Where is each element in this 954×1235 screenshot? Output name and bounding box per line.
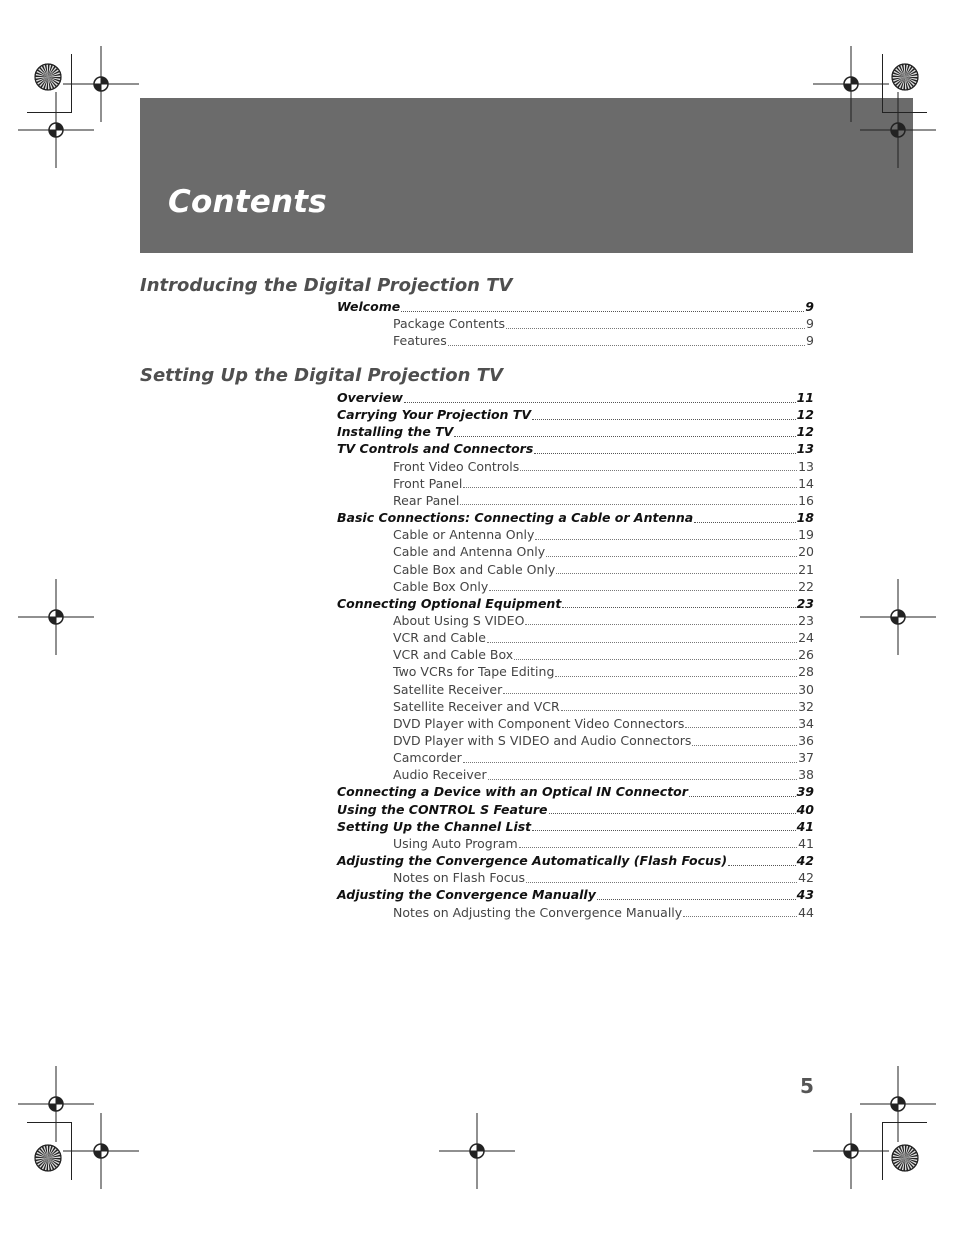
- toc-entry[interactable]: [393, 475, 814, 492]
- toc-entry-title: About Using S VIDEO: [393, 612, 525, 628]
- toc-dot-leader: [556, 562, 797, 574]
- toc-entry-page: 44: [798, 904, 814, 920]
- registration-crosshair-icon: [437, 1111, 517, 1191]
- toc-dot-leader: [683, 905, 797, 917]
- page-number: 5: [800, 1074, 814, 1098]
- toc-entry[interactable]: [393, 715, 814, 732]
- toc-entry-page: 13: [796, 441, 814, 457]
- toc-entry-title: Cable or Antenna Only: [393, 527, 535, 543]
- toc-entry-page: 38: [798, 767, 814, 783]
- toc-entry-title: Package Contents: [393, 316, 506, 332]
- section-heading-setting-up: Setting Up the Digital Projection TV: [140, 365, 503, 386]
- toc-entry-title: TV Controls and Connectors: [337, 441, 534, 457]
- registration-crosshair-icon: [61, 1111, 141, 1191]
- toc-entry-page: 12: [796, 424, 814, 440]
- toc-entry-title: Two VCRs for Tape Editing: [393, 664, 555, 680]
- toc-entry[interactable]: [337, 509, 814, 526]
- crop-mark-line: [882, 1122, 883, 1180]
- toc-dot-leader: [526, 871, 797, 883]
- toc-dot-leader: [463, 751, 797, 763]
- toc-entry-title: Connecting Optional Equipment: [337, 595, 562, 611]
- toc-entry-page: 16: [798, 492, 814, 508]
- toc-entry-title: VCR and Cable Box: [393, 647, 514, 663]
- toc-dot-leader: [404, 391, 796, 403]
- toc-dot-leader: [532, 819, 795, 831]
- toc-entry[interactable]: [393, 543, 814, 560]
- toc-entry-page: 18: [796, 510, 814, 526]
- toc-entry-title: Notes on Adjusting the Convergence Manually: [393, 904, 683, 920]
- toc-entry-title: Welcome: [337, 299, 401, 314]
- toc-dot-leader: [534, 442, 795, 454]
- toc-dot-leader: [463, 476, 797, 488]
- toc-entry-title: Adjusting the Convergence Automatically (Flash Focus): [337, 853, 728, 869]
- toc-dot-leader: [532, 408, 796, 420]
- toc-entry[interactable]: [337, 406, 814, 423]
- toc-entry-page: 22: [798, 578, 814, 594]
- toc-dot-leader: [562, 596, 795, 608]
- starburst-target-icon: [890, 1143, 920, 1173]
- toc-entry-title: Overview: [337, 390, 403, 405]
- toc-entry-title: Using the CONTROL S Feature: [337, 801, 548, 817]
- toc-entry[interactable]: [393, 732, 814, 749]
- toc-entry[interactable]: [393, 578, 814, 595]
- crop-mark-line: [882, 54, 883, 112]
- toc-entry[interactable]: [337, 852, 814, 869]
- toc-dot-leader: [728, 854, 796, 866]
- toc-entry-page: 21: [798, 561, 814, 577]
- crop-mark-line: [27, 112, 72, 113]
- toc-entry-page: 23: [796, 595, 814, 611]
- crop-mark-line: [71, 54, 72, 112]
- toc-dot-leader: [535, 528, 797, 540]
- toc-entry[interactable]: [393, 663, 814, 680]
- header-band: [140, 98, 913, 253]
- toc-dot-leader: [520, 459, 797, 471]
- toc-entry-page: 9: [806, 333, 814, 349]
- starburst-target-icon: [890, 62, 920, 92]
- toc-entry-title: Features: [393, 333, 447, 349]
- toc-dot-leader: [454, 425, 795, 437]
- toc-entry-title: Notes on Flash Focus: [393, 870, 526, 886]
- section-heading-introducing: Introducing the Digital Projection TV: [140, 275, 513, 296]
- toc-entry-title: DVD Player with Component Video Connectors: [393, 715, 685, 731]
- toc-entry-page: 36: [798, 733, 814, 748]
- toc-entry[interactable]: [393, 526, 814, 543]
- toc-dot-leader: [546, 545, 797, 557]
- toc-entry[interactable]: [337, 783, 814, 800]
- toc-dot-leader: [692, 734, 797, 746]
- toc-entry[interactable]: [393, 869, 814, 886]
- toc-entry[interactable]: [337, 389, 814, 406]
- toc-entry-title: Rear Panel: [393, 492, 460, 508]
- toc-entry[interactable]: [337, 423, 814, 440]
- toc-entry-page: 24: [798, 630, 814, 646]
- toc-entry-page: 9: [806, 316, 814, 332]
- toc-entry-title: Carrying Your Projection TV: [337, 407, 532, 423]
- toc-entry[interactable]: [337, 886, 814, 903]
- toc-dot-leader: [514, 648, 797, 660]
- toc-entry-title: Installing the TV: [337, 424, 454, 440]
- toc-entry[interactable]: [393, 835, 814, 852]
- toc-entry-page: 14: [798, 475, 814, 491]
- toc-entry[interactable]: [393, 315, 814, 332]
- toc-entry-title: Satellite Receiver and VCR: [393, 698, 560, 714]
- toc-entry[interactable]: [393, 458, 814, 475]
- registration-crosshair-icon: [858, 1064, 938, 1144]
- toc-entry[interactable]: [337, 801, 814, 818]
- toc-entry-page: 13: [798, 458, 814, 474]
- toc-entry-title: Connecting a Device with an Optical IN Connector: [337, 784, 688, 800]
- toc-entry[interactable]: [337, 298, 814, 315]
- toc-entry-page: 39: [796, 784, 814, 800]
- toc-dot-leader: [549, 802, 796, 814]
- toc-entry-page: 20: [798, 544, 814, 560]
- toc-entry-title: Using Auto Program: [393, 835, 518, 851]
- toc-entry-title: Front Video Controls: [393, 458, 520, 474]
- toc-entry-title: Adjusting the Convergence Manually: [337, 887, 596, 903]
- toc-entry-title: Front Panel: [393, 475, 463, 491]
- toc-dot-leader: [460, 493, 797, 505]
- toc-entry-title: DVD Player with S VIDEO and Audio Connectors: [393, 733, 692, 748]
- toc-dot-leader: [525, 613, 797, 625]
- registration-crosshair-icon: [16, 577, 96, 657]
- crop-mark-line: [882, 1122, 927, 1123]
- toc-entry-page: 32: [798, 698, 814, 714]
- crop-mark-line: [71, 1122, 72, 1180]
- toc-entry-title: VCR and Cable: [393, 630, 486, 646]
- registration-crosshair-icon: [858, 577, 938, 657]
- toc-entry-page: 9: [805, 299, 814, 314]
- toc-entry-page: 30: [798, 681, 814, 697]
- toc-dot-leader: [555, 665, 797, 677]
- toc-entry-page: 28: [798, 664, 814, 680]
- crop-mark-line: [27, 1122, 72, 1123]
- toc-entry[interactable]: [393, 766, 814, 783]
- starburst-target-icon: [33, 62, 63, 92]
- toc-entry[interactable]: [393, 681, 814, 698]
- registration-crosshair-icon: [16, 90, 96, 170]
- toc-entry-page: 40: [796, 801, 814, 817]
- toc-entry-page: 37: [798, 750, 814, 766]
- toc-entry-page: 34: [798, 715, 814, 731]
- toc-entry[interactable]: [337, 818, 814, 835]
- page-title: Contents: [168, 184, 327, 220]
- toc-entry-page: 23: [798, 612, 814, 628]
- toc-entry-title: Setting Up the Channel List: [337, 818, 532, 834]
- toc-entry-page: 19: [798, 527, 814, 543]
- toc-dot-leader: [488, 768, 798, 780]
- toc-dot-leader: [448, 334, 805, 346]
- crop-mark-line: [882, 112, 927, 113]
- toc-dot-leader: [694, 511, 795, 523]
- toc-dot-leader: [561, 699, 797, 711]
- toc-dot-leader: [519, 836, 797, 848]
- toc-entry-page: 43: [796, 887, 814, 903]
- toc-entry-title: Audio Receiver: [393, 767, 487, 783]
- toc-dot-leader: [689, 785, 796, 797]
- toc-entry-page: 26: [798, 647, 814, 663]
- toc-entry[interactable]: [393, 904, 814, 921]
- toc-entry-page: 41: [796, 818, 814, 834]
- toc-entry[interactable]: [393, 561, 814, 578]
- toc-entry-page: 42: [796, 853, 814, 869]
- toc-entry-title: Satellite Receiver: [393, 681, 503, 697]
- toc-entry-title: Cable Box Only: [393, 578, 489, 594]
- toc-entry[interactable]: [337, 595, 814, 612]
- toc-entry[interactable]: [393, 698, 814, 715]
- toc-entry-title: Camcorder: [393, 750, 462, 766]
- toc-entry-page: 12: [796, 407, 814, 423]
- toc-entry[interactable]: [393, 332, 814, 349]
- toc-entry-page: 42: [798, 870, 814, 886]
- toc-entry-page: 41: [798, 835, 814, 851]
- toc-entry-page: 11: [796, 390, 814, 405]
- toc-dot-leader: [487, 631, 797, 643]
- toc-entry[interactable]: [393, 646, 814, 663]
- toc-entry[interactable]: [337, 440, 814, 457]
- toc-dot-leader: [506, 317, 805, 329]
- toc-dot-leader: [597, 888, 796, 900]
- toc-entry-title: Basic Connections: Connecting a Cable or Antenna: [337, 510, 694, 526]
- toc-entry-title: Cable and Antenna Only: [393, 544, 546, 560]
- toc-dot-leader: [489, 579, 797, 591]
- registration-crosshair-icon: [858, 90, 938, 170]
- toc-entry-title: Cable Box and Cable Only: [393, 561, 556, 577]
- toc-entry[interactable]: [393, 492, 814, 509]
- toc-dot-leader: [685, 716, 797, 728]
- toc-entry[interactable]: [393, 612, 814, 629]
- toc-entry[interactable]: [393, 749, 814, 766]
- starburst-target-icon: [33, 1143, 63, 1173]
- toc-dot-leader: [503, 682, 797, 694]
- toc-dot-leader: [401, 300, 804, 312]
- toc-entry[interactable]: [393, 629, 814, 646]
